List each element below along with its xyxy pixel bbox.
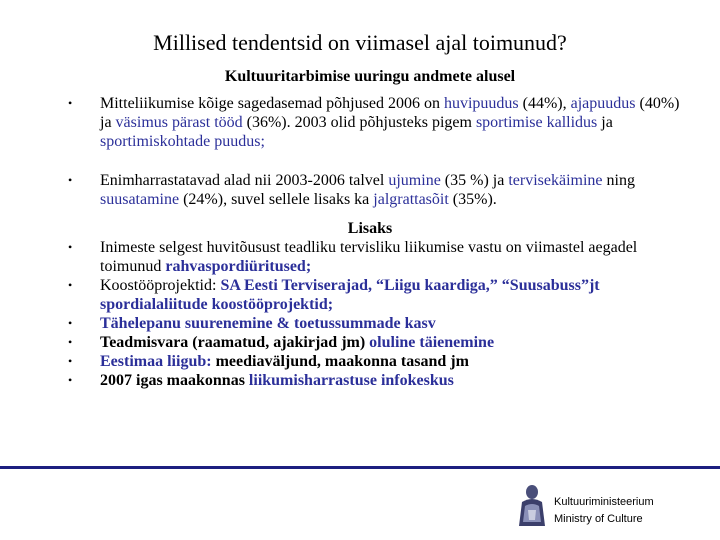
ministry-name-en: Ministry of Culture <box>554 513 643 525</box>
highlight-text: väsimus pärast tööd <box>115 114 243 131</box>
footer-logo-block <box>514 482 714 530</box>
slide-content <box>60 94 680 390</box>
highlight-text: oluline täienemine <box>365 334 495 351</box>
item-text: 2007 igas maakonnas <box>100 372 249 389</box>
highlight-text: jalgrattasõit <box>373 191 449 208</box>
ministry-logo-icon <box>514 482 550 528</box>
slide-title: Millised tendentsid on viimasel ajal toimunud? <box>153 30 567 55</box>
lisaks-heading: Lisaks <box>347 220 393 237</box>
item-text: ja <box>597 114 613 131</box>
highlight-text: suusatamine <box>100 191 180 208</box>
highlight-text: SA Eesti Terviserajad, “Liigu kaardiga,” “Suusabuss”jt spordialaliitude koostööprojektid; <box>100 277 600 313</box>
bullet-icon: • <box>68 373 73 387</box>
item-text: (35 %) ja <box>440 172 509 189</box>
highlight-text: rahvaspordiüritused; <box>165 258 312 275</box>
item-text: (35%). <box>448 191 497 208</box>
highlight-text: ajapuudus <box>570 95 636 112</box>
bullet-icon: • <box>68 316 73 330</box>
bullet-item-teadmisvara <box>60 333 680 352</box>
highlight-text: Tähelepanu suurenemine & toetussummade kasv <box>100 315 436 332</box>
item-text: Mitteliikumise kõige sagedasemad põhjused 2006 on <box>100 95 444 112</box>
bullet-icon: • <box>68 335 73 349</box>
bullet-icon: • <box>68 240 73 254</box>
bullet-item-tahelepanu <box>60 314 680 333</box>
footer-divider <box>0 466 720 469</box>
bullet-icon: • <box>68 278 73 292</box>
item-text: (24%), suvel sellele lisaks ka <box>179 191 374 208</box>
ministry-name <box>554 494 654 528</box>
bullet-item-mitteliikumine <box>60 94 680 151</box>
item-text: (36%). 2003 olid põhjusteks pigem <box>242 114 476 131</box>
highlight-text: Eestimaa liigub: <box>100 353 212 370</box>
bullet-item-enimharrastatavad <box>60 171 680 209</box>
highlight-text: tervisekäimine <box>508 172 603 189</box>
highlight-text: ujumine <box>388 172 441 189</box>
bullet-item-infokeskus <box>60 371 680 390</box>
bullet-item-eestimaa-liigub <box>60 352 680 371</box>
ministry-name-et: Kultuuriministeerium <box>554 496 654 508</box>
item-text: (44%), <box>518 95 571 112</box>
item-text: Inimeste selgest huvitõusust teadliku tervisliku liikumise vastu on viimastel aegadel toimunud <box>100 239 638 275</box>
item-text: Koostööprojektid: <box>100 277 221 294</box>
bullet-icon: • <box>68 354 73 368</box>
bullet-item-huvitous <box>60 238 680 276</box>
item-text: meediaväljund, maakonna tasand jm <box>211 353 469 370</box>
highlight-text: sportimise kallidus <box>475 114 598 131</box>
bullet-icon: • <box>68 173 73 187</box>
slide-subtitle: Kultuuritarbimise uuringu andmete alusel <box>224 68 516 85</box>
item-text: Enimharrastatavad alad nii 2003-2006 talvel <box>100 172 389 189</box>
item-text: ning <box>602 172 635 189</box>
highlight-text: sportimiskohtade puudus; <box>100 133 265 150</box>
highlight-text: liikumisharrastuse infokeskus <box>248 372 454 389</box>
highlight-text: huvipuudus <box>443 95 519 112</box>
bullet-item-koostooprojektid <box>60 276 680 314</box>
item-text: Teadmisvara (raamatud, ajakirjad jm) <box>100 334 366 351</box>
bullet-icon: • <box>68 96 73 110</box>
item-text: (40%) ja <box>100 95 680 131</box>
